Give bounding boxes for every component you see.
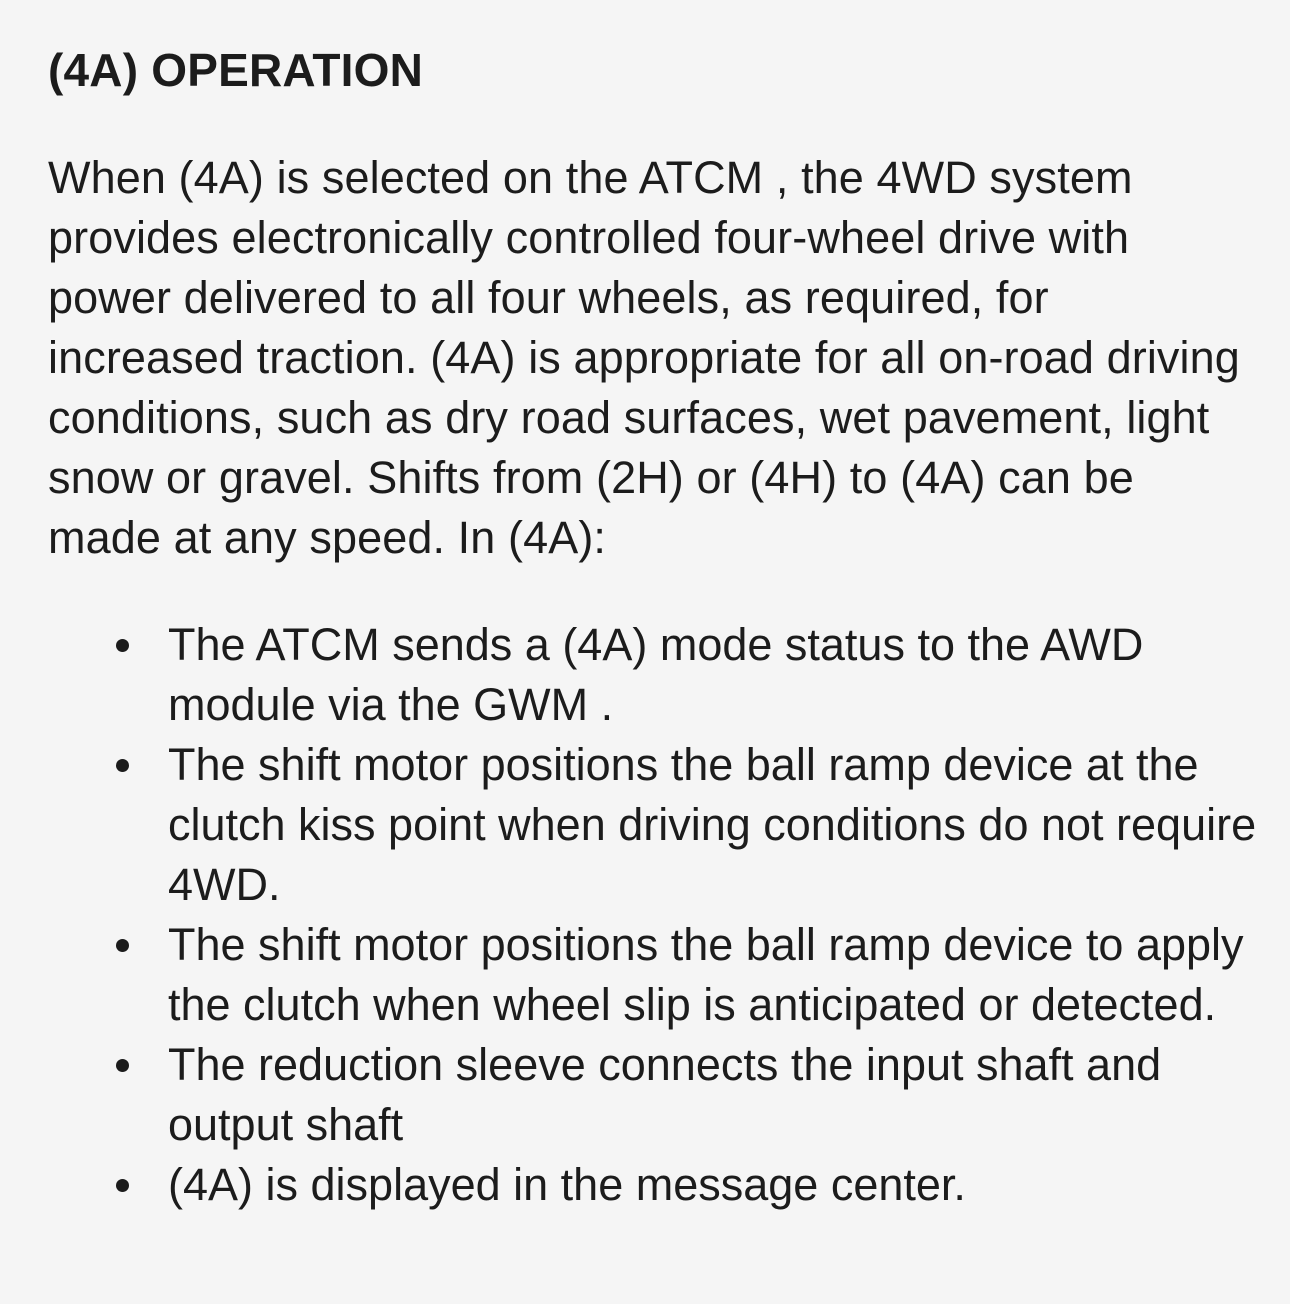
list-item-text: The shift motor positions the ball ramp device to apply the clutch when wheel slip is anticipated or detected. bbox=[168, 919, 1244, 1030]
list-item bbox=[168, 1155, 1258, 1215]
list-item bbox=[168, 1035, 1258, 1155]
bullet-icon bbox=[116, 639, 129, 652]
bullet-icon bbox=[116, 1179, 129, 1192]
list-item-text: The ATCM sends a (4A) mode status to the AWD module via the GWM . bbox=[168, 619, 1144, 730]
list-item bbox=[168, 735, 1258, 915]
intro-paragraph: When (4A) is selected on the ATCM , the 4WD system provides electronically controlled four-wheel drive with power delivered to all four wheels, as required, for increased traction. (4A) is appropriate for all on-road driving conditions, such as dry road surfaces, wet pavement, light snow or gravel. Shifts from (2H) or (4H) to (4A) can be made at any speed. In (4A): bbox=[48, 152, 1240, 563]
bullet-icon bbox=[116, 759, 129, 772]
list-item bbox=[168, 915, 1258, 1035]
list-item bbox=[168, 615, 1258, 735]
bullet-icon bbox=[116, 939, 129, 952]
bullet-icon bbox=[116, 1059, 129, 1072]
operation-bullet-list bbox=[168, 615, 1258, 1215]
list-item-text: (4A) is displayed in the message center. bbox=[168, 1159, 966, 1210]
list-item-text: The shift motor positions the ball ramp device at the clutch kiss point when driving conditions do not require 4WD. bbox=[168, 739, 1257, 910]
section-title: (4A) OPERATION bbox=[48, 44, 424, 96]
list-item-text: The reduction sleeve connects the input shaft and output shaft bbox=[168, 1039, 1162, 1150]
